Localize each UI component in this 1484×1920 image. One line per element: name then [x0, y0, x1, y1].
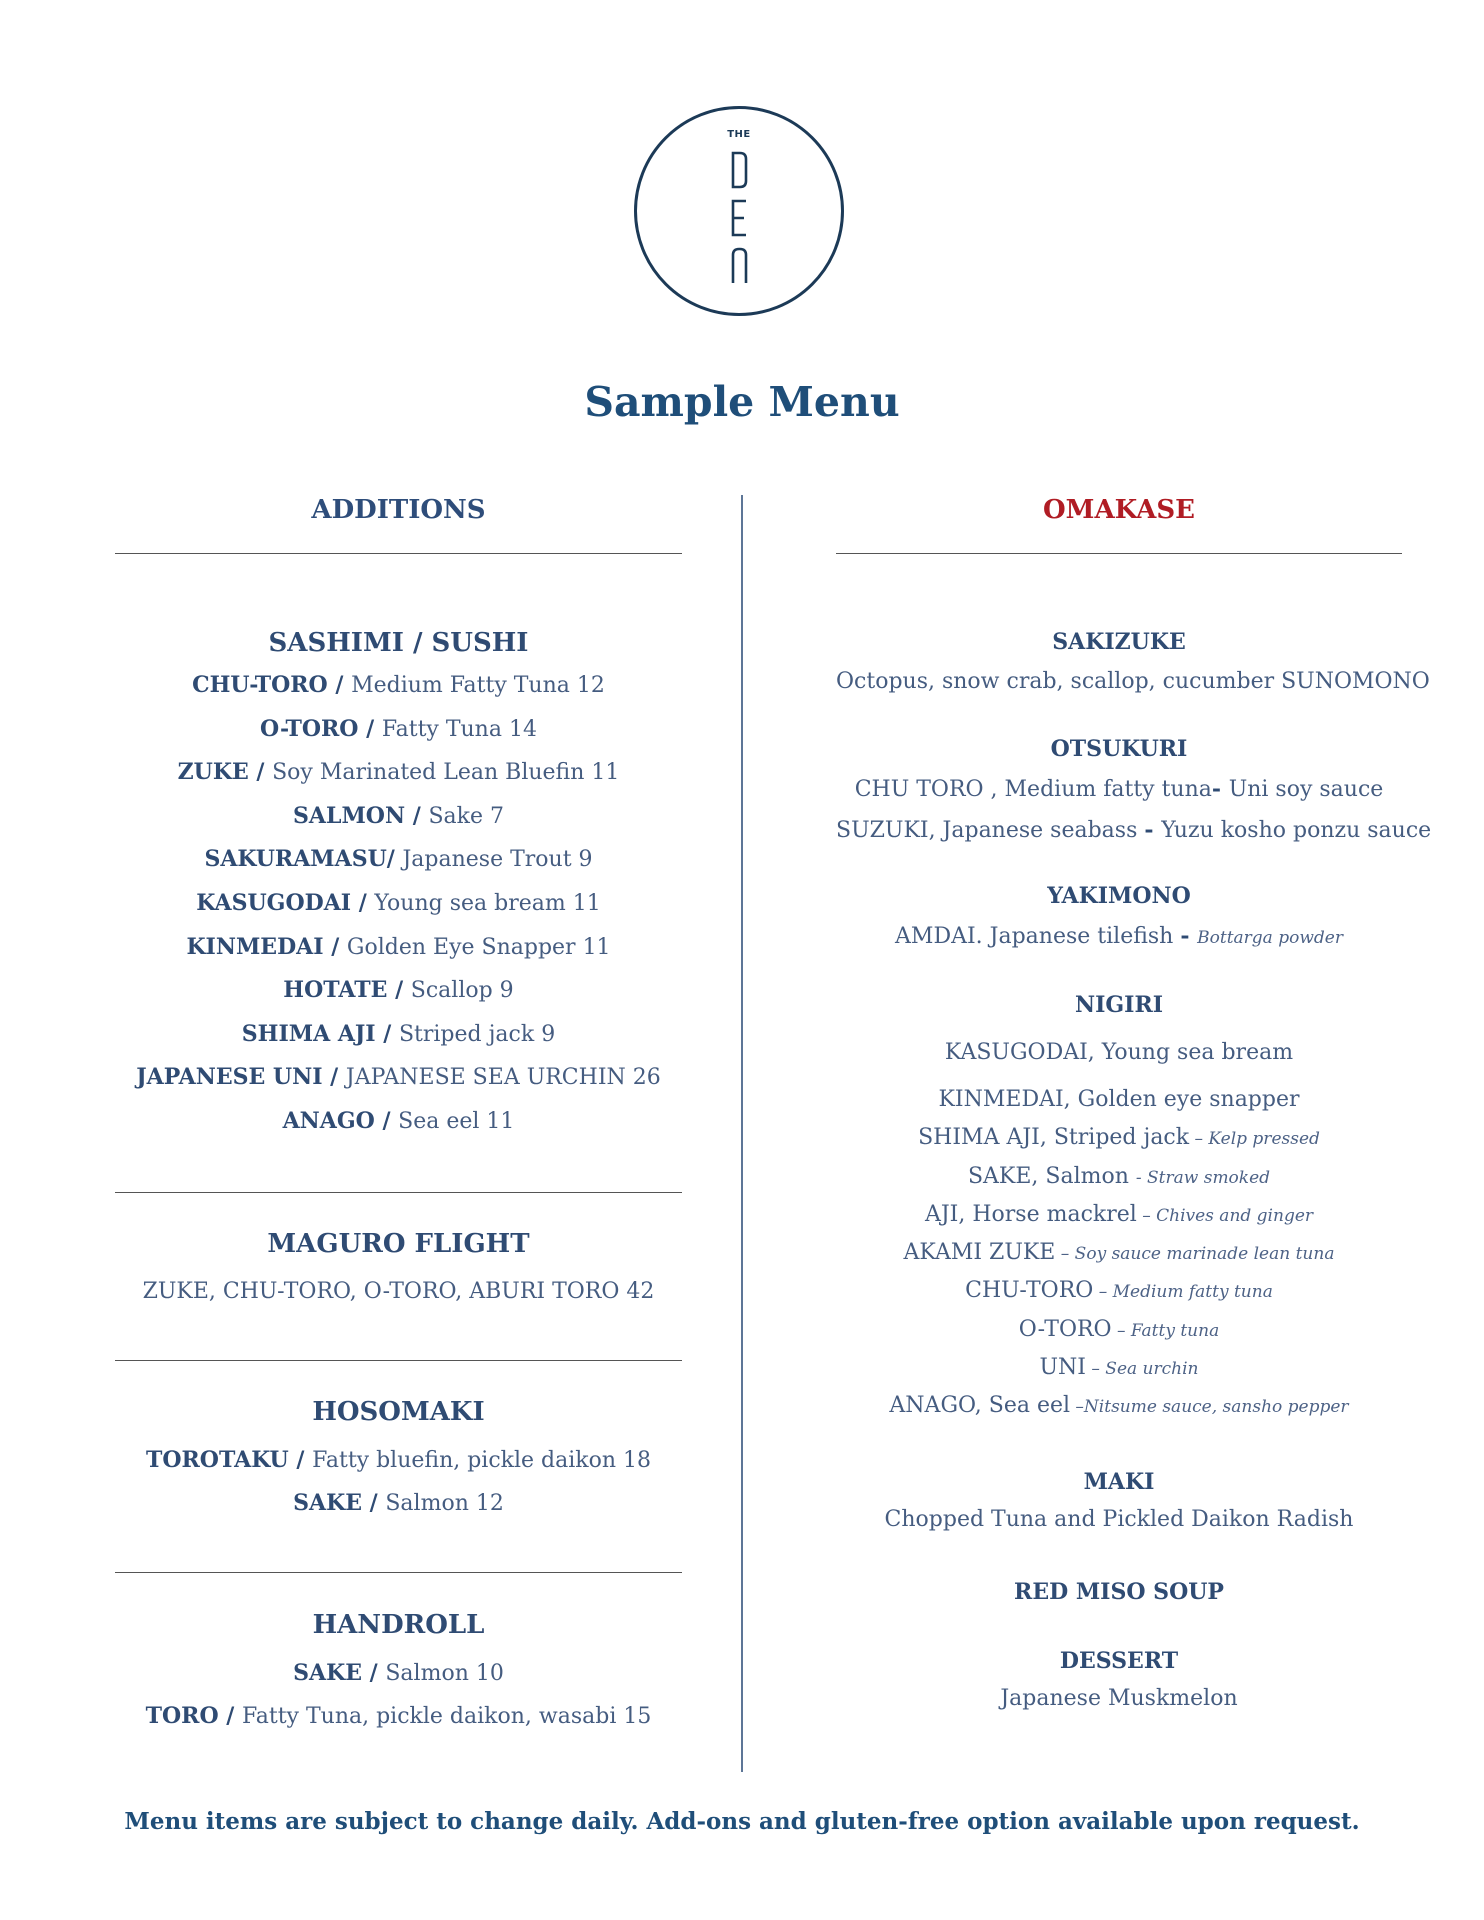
item-name: JAPANESE UNI [136, 1064, 323, 1091]
item-note: – Medium fatty tuna [1093, 1282, 1273, 1302]
yakimono-line [836, 923, 1402, 949]
item-main: O-TORO [1018, 1317, 1112, 1342]
yakimono-main: AMDAI. Japanese tilefish [895, 924, 1181, 949]
item-description: Young sea bream 11 [374, 891, 601, 916]
otsukuri-title: OTSUKURI [1050, 736, 1188, 762]
item-note: –Nitsume sauce, sansho pepper [1070, 1397, 1349, 1417]
item-separator: / [362, 1490, 386, 1516]
item-note: - Straw smoked [1135, 1168, 1271, 1188]
menu-item [115, 803, 682, 829]
item-name: TOROTAKU [145, 1447, 289, 1473]
menu-item [115, 672, 682, 698]
item-separator: / [288, 1447, 313, 1473]
item-description: Golden Eye Snapper 11 [346, 934, 611, 960]
menu-item [115, 1447, 682, 1473]
item-description: Sake 7 [428, 803, 504, 829]
item-description: Striped jack 9 [398, 1021, 556, 1047]
item-main: SUZUKI, Japanese seabass [836, 818, 1145, 843]
item-description: Fatty bluefin, pickle daikon 18 [312, 1448, 652, 1473]
item-main: CHU TORO , Medium fatty tuna [854, 777, 1212, 802]
logo-the-text: THE [727, 129, 751, 140]
nigiri-item [836, 1125, 1402, 1150]
divider-line [115, 1572, 682, 1573]
item-name: SALMON [293, 802, 406, 829]
item-note: Uni soy sauce [1228, 777, 1384, 802]
otsukuri-item [836, 776, 1402, 802]
item-note: – Soy sauce marinade lean tuna [1055, 1244, 1335, 1264]
maguro-flight-line: ZUKE, CHU-TORO, O-TORO, ABURI TORO 42 [142, 1279, 655, 1304]
item-note: – Sea urchin [1086, 1359, 1199, 1379]
item-name: SAKE [293, 1490, 362, 1516]
restaurant-logo [634, 106, 844, 316]
nigiri-item [836, 1355, 1402, 1380]
hosomaki-title: HOSOMAKI [312, 1397, 485, 1427]
divider-line [115, 553, 682, 554]
menu-item [115, 1108, 682, 1134]
column-divider [741, 495, 743, 1772]
item-note: Yuzu kosho ponzu sauce [1161, 818, 1432, 843]
item-name: HOTATE [283, 977, 388, 1004]
yakimono-dash: - [1180, 923, 1198, 949]
nigiri-title: NIGIRI [1074, 992, 1164, 1018]
item-name: SAKURAMASU [204, 846, 387, 873]
item-separator: / [323, 933, 347, 960]
item-name: SHIMA AJI [241, 1020, 376, 1047]
menu-item [115, 846, 682, 872]
red-miso-soup-title: RED MISO SOUP [1014, 1579, 1224, 1605]
menu-item [115, 1021, 682, 1047]
item-separator: / [374, 1108, 399, 1134]
item-separator: / [362, 1660, 386, 1686]
yakimono-note: Bottarga powder [1197, 928, 1343, 948]
page-title: Sample Menu [584, 378, 900, 426]
item-name: O-TORO [260, 715, 359, 742]
nigiri-item [836, 1040, 1402, 1065]
item-name: KASUGODAI [196, 890, 352, 916]
menu-item [115, 1660, 682, 1686]
dessert-line: Japanese Muskmelon [1000, 1686, 1238, 1711]
sakizuke-title: SAKIZUKE [1052, 629, 1186, 655]
item-main: KASUGODAI, Young sea bream [944, 1040, 1294, 1065]
item-main: AJI, Horse mackrel [924, 1202, 1137, 1227]
handroll-title: HANDROLL [312, 1610, 485, 1640]
footer-note: Menu items are subject to change daily. Add-ons and gluten-free option available upon request. [124, 1808, 1360, 1835]
item-separator: / [351, 890, 375, 916]
item-main: UNI [1039, 1355, 1086, 1380]
item-description: Soy Marinated Lean Bluefin 11 [272, 760, 620, 786]
item-name: TORO [145, 1703, 219, 1729]
maguro-flight-title: MAGURO FLIGHT [267, 1229, 530, 1259]
item-description: Salmon 10 [385, 1661, 504, 1686]
menu-item [115, 1064, 682, 1090]
divider-line [836, 553, 1402, 554]
item-separator: / [218, 1703, 242, 1729]
additions-heading: ADDITIONS [311, 495, 486, 525]
omakase-heading: OMAKASE [1043, 495, 1195, 525]
item-description: Sea eel 11 [398, 1109, 515, 1134]
item-separator: / [386, 846, 403, 873]
sashimi-sushi-title: SASHIMI / SUSHI [268, 628, 529, 658]
dessert-title: DESSERT [1059, 1648, 1179, 1674]
item-note: – Fatty tuna [1111, 1321, 1220, 1341]
item-main: ANAGO, Sea eel [889, 1393, 1071, 1418]
otsukuri-item [836, 817, 1432, 843]
item-description: Scallop 9 [410, 978, 514, 1004]
menu-item [115, 890, 682, 916]
item-name: ANAGO [282, 1108, 375, 1134]
item-separator: / [248, 759, 273, 786]
item-main: SHIMA AJI, Striped jack [918, 1125, 1190, 1150]
maki-title: MAKI [1083, 1469, 1155, 1495]
nigiri-item [836, 1278, 1402, 1303]
maki-line: Chopped Tuna and Pickled Daikon Radish [884, 1507, 1354, 1532]
item-description: Medium Fatty Tuna 12 [351, 673, 605, 698]
item-main: CHU-TORO [965, 1278, 1094, 1303]
item-main: KINMEDAI, Golden eye snapper [938, 1087, 1300, 1112]
item-description: Fatty Tuna 14 [381, 716, 537, 742]
item-name: CHU-TORO [192, 672, 328, 698]
nigiri-item [836, 1393, 1402, 1418]
menu-item [115, 977, 682, 1003]
item-separator: / [358, 715, 382, 742]
item-note: – Chives and ginger [1136, 1206, 1314, 1226]
menu-item [115, 759, 682, 785]
item-main: SAKE, Salmon [967, 1164, 1136, 1189]
item-main: AKAMI ZUKE [903, 1240, 1056, 1265]
menu-item [115, 1490, 682, 1516]
item-name: SAKE [293, 1660, 362, 1686]
item-note: – Kelp pressed [1189, 1129, 1320, 1149]
divider-line [115, 1360, 682, 1361]
menu-item [115, 1703, 682, 1729]
item-separator: / [327, 672, 352, 698]
item-separator: / [375, 1020, 399, 1047]
divider-line [115, 1192, 682, 1193]
nigiri-item [836, 1164, 1402, 1189]
item-dash: - [1144, 817, 1162, 843]
menu-item [115, 716, 682, 742]
nigiri-item [836, 1317, 1402, 1342]
nigiri-item [836, 1202, 1402, 1227]
item-separator: / [387, 977, 411, 1004]
item-description: JAPANESE SEA URCHIN 26 [345, 1065, 661, 1091]
item-name: KINMEDAI [186, 933, 324, 960]
logo-den-letters [637, 109, 841, 313]
menu-item [115, 934, 682, 960]
item-dash: - [1211, 776, 1229, 802]
item-description: Salmon 12 [385, 1491, 504, 1516]
nigiri-item [836, 1240, 1402, 1265]
nigiri-item [836, 1087, 1402, 1112]
item-description: Fatty Tuna, pickle daikon, wasabi 15 [241, 1704, 652, 1729]
item-separator: / [405, 802, 429, 829]
item-name: ZUKE [177, 759, 249, 786]
item-separator: / [322, 1064, 346, 1091]
item-description: Japanese Trout 9 [402, 847, 593, 873]
yakimono-title: YAKIMONO [1047, 883, 1191, 909]
sakizuke-line: Octopus, snow crab, scallop, cucumber SUNOMONO [836, 669, 1430, 694]
